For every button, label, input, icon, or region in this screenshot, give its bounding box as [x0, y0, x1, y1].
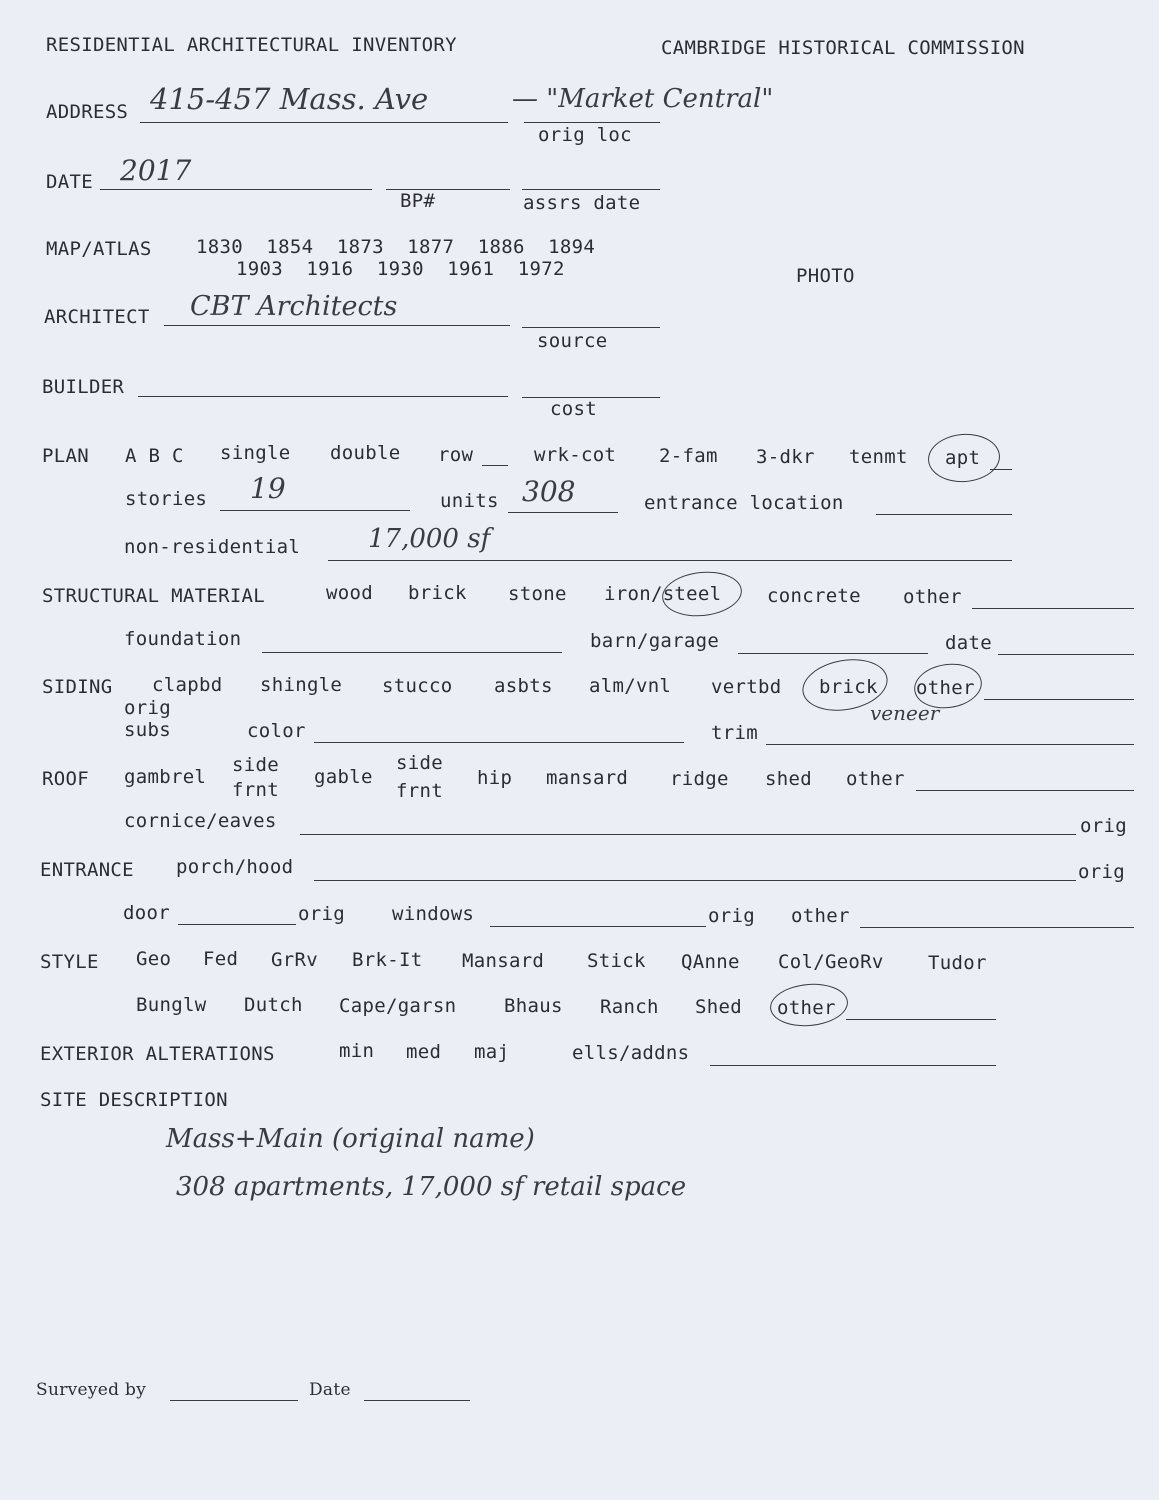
date-value: 2017 [120, 154, 192, 187]
windows-label: windows [392, 903, 475, 925]
address-value: 415-457 Mass. Ave [150, 82, 429, 116]
plan-2-fam: 2-fam [659, 445, 718, 467]
entrance-other-line [860, 927, 1134, 928]
siding-alm-vnl: alm/vnl [589, 675, 672, 697]
map-years-row1: 1830 1854 1873 1877 1886 1894 [196, 236, 596, 258]
material-wood: wood [326, 582, 373, 604]
structural-material-label: STRUCTURAL MATERIAL [42, 585, 266, 607]
units-value: 308 [522, 475, 576, 508]
barn-garage-label: barn/garage [590, 630, 720, 652]
siding-label: SIDING [42, 676, 113, 698]
cornice-eaves-line [300, 834, 1076, 835]
foundation-line [262, 652, 562, 653]
material-concrete: concrete [767, 585, 861, 607]
roof-side-2: side [396, 752, 443, 774]
plan-row: row [438, 444, 474, 466]
style-col-georv: Col/GeoRv [778, 951, 884, 973]
windows-line [490, 926, 706, 927]
bp-label: BP# [400, 190, 436, 212]
source-line [522, 327, 660, 328]
site-description-label: SITE DESCRIPTION [40, 1089, 228, 1111]
commission-name: CAMBRIDGE HISTORICAL COMMISSION [661, 37, 1025, 59]
style-geo: Geo [136, 948, 172, 970]
style-grrv: GrRv [271, 949, 318, 971]
cornice-eaves-label: cornice/eaves [124, 810, 277, 832]
survey-date-label: Date [309, 1380, 351, 1400]
non-residential-label: non-residential [124, 536, 301, 558]
porch-orig-label: orig [1078, 861, 1125, 883]
surveyed-by-label: Surveyed by [36, 1380, 147, 1400]
entrance-location-label: entrance location [644, 492, 844, 514]
style-tudor: Tudor [928, 952, 987, 974]
style-qanne: QAnne [681, 951, 740, 973]
roof-side-1: side [232, 754, 279, 776]
siding-other: other [916, 677, 975, 699]
address-line [140, 122, 508, 123]
barn-date-label: date [945, 632, 992, 654]
non-residential-line [328, 560, 1012, 561]
material-other: other [903, 586, 962, 608]
site-description-line1: Mass+Main (original name) [166, 1124, 535, 1154]
plan-abc: A B C [125, 445, 184, 467]
material-other-line [972, 608, 1134, 609]
map-years-row2: 1903 1916 1930 1961 1972 [236, 258, 565, 280]
style-shed: Shed [695, 996, 742, 1018]
style-mansard: Mansard [462, 950, 545, 972]
map-atlas-label: MAP/ATLAS [46, 238, 152, 260]
source-label: source [537, 330, 608, 352]
roof-gambrel: gambrel [124, 766, 207, 788]
windows-orig-label: orig [708, 905, 755, 927]
plan-wrk-cot: wrk-cot [534, 444, 617, 466]
roof-other: other [846, 768, 905, 790]
siding-other-line [984, 699, 1134, 700]
apt-circle-mark [926, 432, 1001, 485]
stories-line [220, 510, 410, 511]
style-stick: Stick [587, 950, 646, 972]
builder-label: BUILDER [42, 376, 125, 398]
siding-orig-label: orig [124, 697, 171, 719]
building-name: — "Market Central" [512, 84, 774, 114]
architect-label: ARCHITECT [44, 306, 150, 328]
plan-label: PLAN [42, 445, 89, 467]
roof-label: ROOF [42, 768, 89, 790]
survey-date-line [364, 1400, 470, 1401]
roof-shed: shed [765, 768, 812, 790]
units-line [508, 512, 618, 513]
cost-label: cost [550, 398, 597, 420]
siding-trim-label: trim [711, 722, 758, 744]
roof-gable: gable [314, 766, 373, 788]
door-line [178, 924, 296, 925]
cornice-orig-label: orig [1080, 815, 1127, 837]
orig-loc-label: orig loc [538, 124, 632, 146]
form-title: RESIDENTIAL ARCHITECTURAL INVENTORY [46, 34, 457, 56]
alteration-min: min [339, 1040, 375, 1062]
style-bhaus: Bhaus [504, 995, 563, 1017]
foundation-label: foundation [124, 628, 242, 650]
assrs-date-label: assrs date [523, 192, 641, 214]
door-label: door [123, 902, 170, 924]
material-iron-steel: iron/steel [604, 583, 722, 605]
plan-tenmt: tenmt [849, 446, 908, 468]
style-brk-it: Brk-It [352, 949, 423, 971]
style-other-line [846, 1019, 996, 1020]
siding-asbts: asbts [494, 675, 553, 697]
steel-circle-mark [660, 568, 744, 620]
siding-subs-label: subs [124, 719, 171, 741]
roof-mansard: mansard [546, 767, 629, 789]
plan-apt: apt [945, 447, 981, 469]
style-other-circle-mark [768, 981, 849, 1030]
style-fed: Fed [203, 948, 239, 970]
siding-stucco: stucco [382, 675, 453, 697]
builder-line [138, 396, 508, 397]
siding-veneer-note: veneer [870, 701, 940, 725]
roof-frnt-2: frnt [396, 780, 443, 802]
siding-trim-line [766, 744, 1134, 745]
style-dutch: Dutch [244, 994, 303, 1016]
porch-hood-line [314, 880, 1076, 881]
material-brick: brick [408, 582, 467, 604]
surveyed-by-line [170, 1400, 298, 1401]
alteration-med: med [406, 1041, 442, 1063]
assrs-date-line [522, 189, 660, 190]
non-residential-value: 17,000 sf [368, 524, 491, 554]
plan-row-line [482, 465, 508, 466]
stories-label: stories [125, 488, 208, 510]
style-ranch: Ranch [600, 996, 659, 1018]
siding-clapbd: clapbd [152, 674, 223, 696]
entrance-label: ENTRANCE [40, 859, 134, 881]
architect-value: CBT Architects [190, 291, 398, 322]
photo-label: PHOTO [796, 265, 855, 287]
site-description-line2: 308 apartments, 17,000 sf retail space [176, 1172, 687, 1202]
roof-other-line [916, 790, 1134, 791]
roof-ridge: ridge [670, 768, 729, 790]
style-other: other [777, 997, 836, 1019]
alteration-maj: maj [474, 1041, 510, 1063]
style-cape-garsn: Cape/garsn [339, 995, 457, 1017]
entrance-location-line [876, 514, 1012, 515]
siding-color-line [314, 742, 684, 743]
date-label: DATE [46, 171, 93, 193]
barn-date-line [998, 654, 1134, 655]
ells-addns-label: ells/addns [572, 1042, 690, 1064]
exterior-alterations-label: EXTERIOR ALTERATIONS [40, 1043, 275, 1065]
plan-single: single [220, 442, 291, 464]
door-orig-label: orig [298, 903, 345, 925]
roof-hip: hip [477, 767, 513, 789]
plan-3-dkr: 3-dkr [756, 446, 815, 468]
style-label: STYLE [40, 951, 99, 973]
barn-garage-line [738, 653, 928, 654]
material-stone: stone [508, 583, 567, 605]
entrance-other-label: other [791, 905, 850, 927]
architect-line [164, 325, 510, 326]
address-label: ADDRESS [46, 101, 129, 123]
siding-brick: brick [819, 676, 878, 698]
siding-color-label: color [247, 720, 306, 742]
plan-double: double [330, 442, 401, 464]
siding-shingle: shingle [260, 674, 343, 696]
siding-vertbd: vertbd [711, 676, 782, 698]
roof-frnt-1: frnt [232, 779, 279, 801]
ells-addns-line [710, 1065, 996, 1066]
orig-loc-line [524, 122, 660, 123]
porch-hood-label: porch/hood [176, 856, 294, 878]
date-line [100, 189, 372, 190]
style-bunglw: Bunglw [136, 994, 207, 1016]
stories-value: 19 [250, 472, 286, 505]
units-label: units [440, 490, 499, 512]
